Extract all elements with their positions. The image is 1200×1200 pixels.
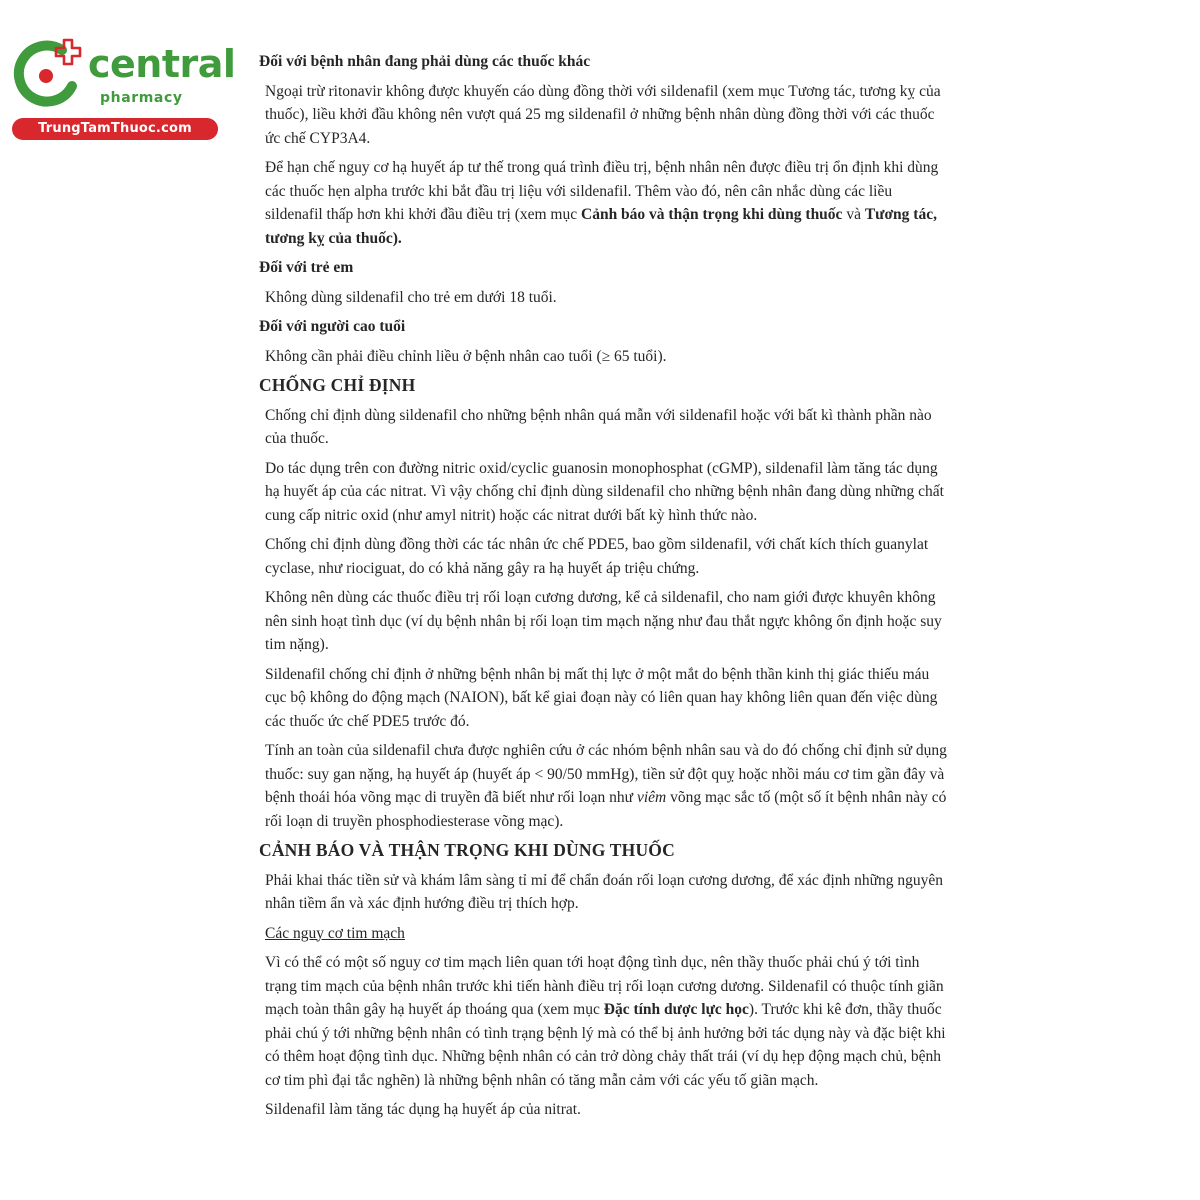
cross-reference-interactions: Tương tác, tương kỵ của thuốc). (265, 206, 937, 247)
heading-contraindications: CHỐNG CHỈ ĐỊNH (259, 375, 416, 395)
paragraph-cardio-2: Sildenafil làm tăng tác dụng hạ huyết áp của nitrat. (265, 1101, 581, 1118)
paragraph-children: Không dùng sildenafil cho trẻ em dưới 18 tuổi. (265, 288, 557, 306)
paragraph-text: Để hạn chế nguy cơ hạ huyết áp tư thế trong quá trình điều trị, bệnh nhân nên được điều trị ổn định khi dùng các thuốc hẹn alpha trước khi bắt đầu trị liệu với sildenafil. Thêm vào đó, nên cân nhắc dùng các liều sildenafil thấp hơn khi khởi đầu điều trị (xem mục (265, 159, 939, 223)
cross-reference-warning: Cảnh báo và thận trọng khi dùng thuốc (581, 206, 843, 223)
paragraph-text: ). Trước khi kê đơn, thầy thuốc phải chú ý tới những bệnh nhân có tình trạng bệnh lý mà có thể bị ảnh hưởng bởi tác dụng này và đặc biệt khi có thêm hoạt động tình dục. Những bệnh nhân có cản trở dòng chảy thất trái (ví dụ hẹp động mạch chủ, bệnh cơ tim phì đại tắc nghẽn) là những bệnh nhân có tăng mẫn cảm với các yếu tố giãn mạch. (265, 1001, 946, 1089)
logo-website-banner: TrungTamThuoc.com (12, 118, 218, 140)
paragraph-cardio-1 (259, 951, 949, 1092)
heading-children: Đối với trẻ em (259, 259, 354, 276)
document-page (259, 50, 949, 1128)
paragraph-other-drugs-1: Ngoại trừ ritonavir không được khuyến cáo dùng đồng thời với sildenafil (xem mục Tương tác, tương kỵ của thuốc), liều khởi đầu không nên vượt quá 25 mg sildenafil ở những bệnh nhân dùng đồng thời với các thuốc ức chế CYP3A4. (265, 82, 941, 147)
central-pharmacy-logo[interactable] (10, 36, 236, 136)
paragraph-elderly: Không cần phải điều chỉnh liều ở bệnh nhân cao tuổi (≥ 65 tuổi). (265, 347, 667, 365)
paragraph-contra-6 (259, 739, 949, 833)
heading-warnings: CẢNH BÁO VÀ THẬN TRỌNG KHI DÙNG THUỐC (259, 840, 675, 860)
paragraph-text: võng mạc sắc tố (một số ít bệnh nhân này có rối loạn di truyền phosphodiesterase võng mạc). (265, 789, 947, 830)
paragraph-text: và (842, 206, 865, 223)
paragraph-warning-1: Phải khai thác tiền sử và khám lâm sàng tỉ mỉ để chẩn đoán rối loạn cương dương, để xác định những nguyên nhân tiềm ẩn và xác định hướng điều trị thích hợp. (265, 871, 944, 912)
logo-subtitle: pharmacy (100, 90, 183, 106)
paragraph-contra-1: Chống chỉ định dùng sildenafil cho những bệnh nhân quá mẫn với sildenafil hoặc với bất kì thành phần nào của thuốc. (265, 406, 932, 447)
paragraph-contra-3: Chống chỉ định dùng đồng thời các tác nhân ức chế PDE5, bao gồm sildenafil, với chất kích thích guanylat cyclase, như riociguat, do có khả năng gây ra hạ huyết áp triệu chứng. (265, 536, 929, 577)
cross-reference-pharmacodynamics: Đặc tính dược lực học (603, 1001, 749, 1018)
pharmacy-cross-logo-icon (10, 36, 88, 114)
paragraph-contra-5: Sildenafil chống chỉ định ở những bệnh nhân bị mất thị lực ở một mắt do bệnh thần kinh thị giác thiếu máu cục bộ không do động mạch (NAION), bất kể giai đoạn này có liên quan hay không liên quan đến việc dùng các thuốc ức chế PDE5 trước đó. (265, 665, 938, 730)
paragraph-other-drugs-2 (259, 156, 949, 250)
logo-name: central (88, 42, 236, 86)
paragraph-text: Vì có thể có một số nguy cơ tim mạch liên quan tới hoạt động tình dục, nên thầy thuốc phải chú ý tới tình trạng tim mạch của bệnh nhân trước khi tiến hành điều trị rối loạn cương dương. Sildenafil có thuộc tính giãn mạch toàn thân gây hạ huyết áp thoáng qua (xem mục (265, 954, 944, 1018)
paragraph-text: Tính an toàn của sildenafil chưa được nghiên cứu ở các nhóm bệnh nhân sau và do đó chống chỉ định sử dụng thuốc: suy gan nặng, hạ huyết áp (huyết áp < 90/50 mmHg), tiền sử đột quỵ hoặc nhồi máu cơ tim gần đây và bệnh thoái hóa võng mạc di truyền đã biết như rối loạn như (265, 742, 947, 806)
heading-other-drugs: Đối với bệnh nhân đang phải dùng các thuốc khác (259, 53, 591, 70)
paragraph-contra-2: Do tác dụng trên con đường nitric oxid/cyclic guanosin monophosphat (cGMP), sildenafil làm tăng tác dụng hạ huyết áp của các nitrat. Vì vậy chống chỉ định dùng sildenafil cho những bệnh nhân đang dùng những chất cung cấp nitric oxid (như amyl nitrit) hoặc các nitrat dưới bất kỳ hình thức nào. (265, 459, 944, 524)
paragraph-contra-4: Không nên dùng các thuốc điều trị rối loạn cương dương, kể cả sildenafil, cho nam giới được khuyên không nên sinh hoạt tình dục (ví dụ bệnh nhân bị rối loạn tim mạch nặng như đau thắt ngực không ổn định hoặc suy tim nặng). (265, 589, 942, 653)
heading-cardiovascular-risks: Các nguy cơ tim mạch (265, 924, 405, 942)
italic-term: viêm (636, 789, 667, 806)
heading-elderly: Đối với người cao tuổi (259, 318, 406, 335)
